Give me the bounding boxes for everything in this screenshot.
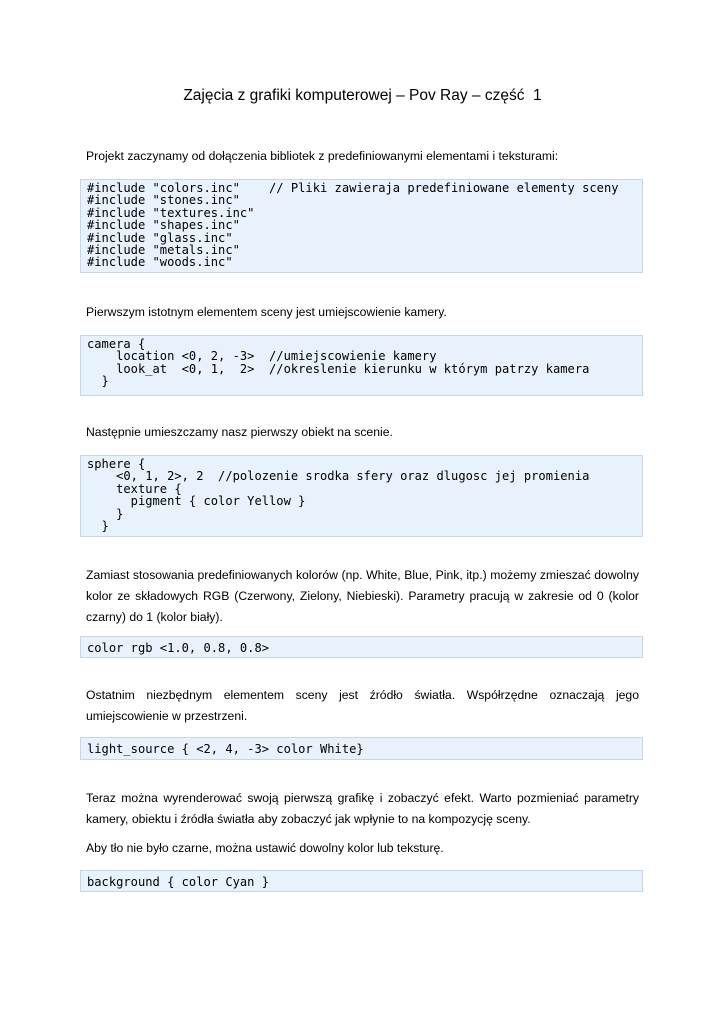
code-line: #include "colors.inc" // Pliki zawieraja predefiniowane elementy sceny xyxy=(87,181,619,195)
paragraph-colors: Zamiast stosowania predefiniowanych kolorów (np. White, Blue, Pink, itp.) możemy zmieszać dowolny kolor ze składowych RGB (Czerwony, Zielony, Niebieski). Parametry pracują w zakresie od 0 (kolor czarny) do 1 (kolor biały). xyxy=(86,568,639,624)
code-line: #include "woods.inc" xyxy=(87,255,233,270)
code-block-camera xyxy=(80,335,643,396)
paragraph-camera: Pierwszym istotnym elementem sceny jest umiejscowienie kamery. xyxy=(86,305,447,319)
code-line: light_source { <2, 4, -3> color White} xyxy=(87,742,364,756)
code-line: } xyxy=(87,518,109,533)
paragraph-intro: Projekt zaczynamy od dołączenia bibliotek z predefiniowanymi elementami i teksturami: xyxy=(86,149,559,163)
code-line: camera { xyxy=(87,337,146,351)
code-block-includes xyxy=(80,179,643,273)
code-line: #include "metals.inc" xyxy=(87,242,240,257)
code-line: look_at <0, 1, 2> //okreslenie kierunku w którym patrzy kamera xyxy=(87,361,590,376)
code-block-light-source xyxy=(80,737,643,760)
code-line: color rgb <1.0, 0.8, 0.8> xyxy=(87,641,270,655)
code-line: #include "stones.inc" xyxy=(87,193,240,208)
paragraph-light: Ostatnim niezbędnym elementem sceny jest źródło światła. Współrzędne oznaczają jego umiejscowienie w przestrzeni. xyxy=(86,688,639,723)
code-line: location <0, 2, -3> //umiejscowienie kamery xyxy=(87,349,437,364)
paragraph-render: Teraz można wyrenderować swoją pierwszą grafikę i zobaczyć efekt. Warto pozmieniać parametry kamery, obiektu i źródła światła aby zobaczyć jak wpłynie to na kompozycję sceny. xyxy=(86,791,639,826)
code-line: texture { xyxy=(87,481,182,496)
paragraph-object: Następnie umieszczamy nasz pierwszy obiekt na scenie. xyxy=(86,425,393,439)
code-line: pigment { color Yellow } xyxy=(87,494,306,509)
document-title: Zajęcia z grafiki komputerowej – Pov Ray – część 1 xyxy=(183,87,542,104)
code-line: sphere { xyxy=(87,457,146,471)
code-line: #include "shapes.inc" xyxy=(87,218,240,233)
paragraph-background: Aby tło nie było czarne, można ustawić dowolny kolor lub teksturę. xyxy=(86,841,444,855)
code-block-background xyxy=(80,870,643,892)
code-line: #include "textures.inc" xyxy=(87,205,255,220)
code-line: <0, 1, 2>, 2 //polozenie srodka sfery oraz dlugosc jej promienia xyxy=(87,469,590,484)
code-line: } xyxy=(87,374,109,389)
code-block-color-rgb xyxy=(80,636,643,658)
code-line: } xyxy=(87,506,124,521)
code-block-sphere xyxy=(80,455,643,537)
code-line: background { color Cyan } xyxy=(87,875,270,889)
code-line: #include "glass.inc" xyxy=(87,230,233,245)
